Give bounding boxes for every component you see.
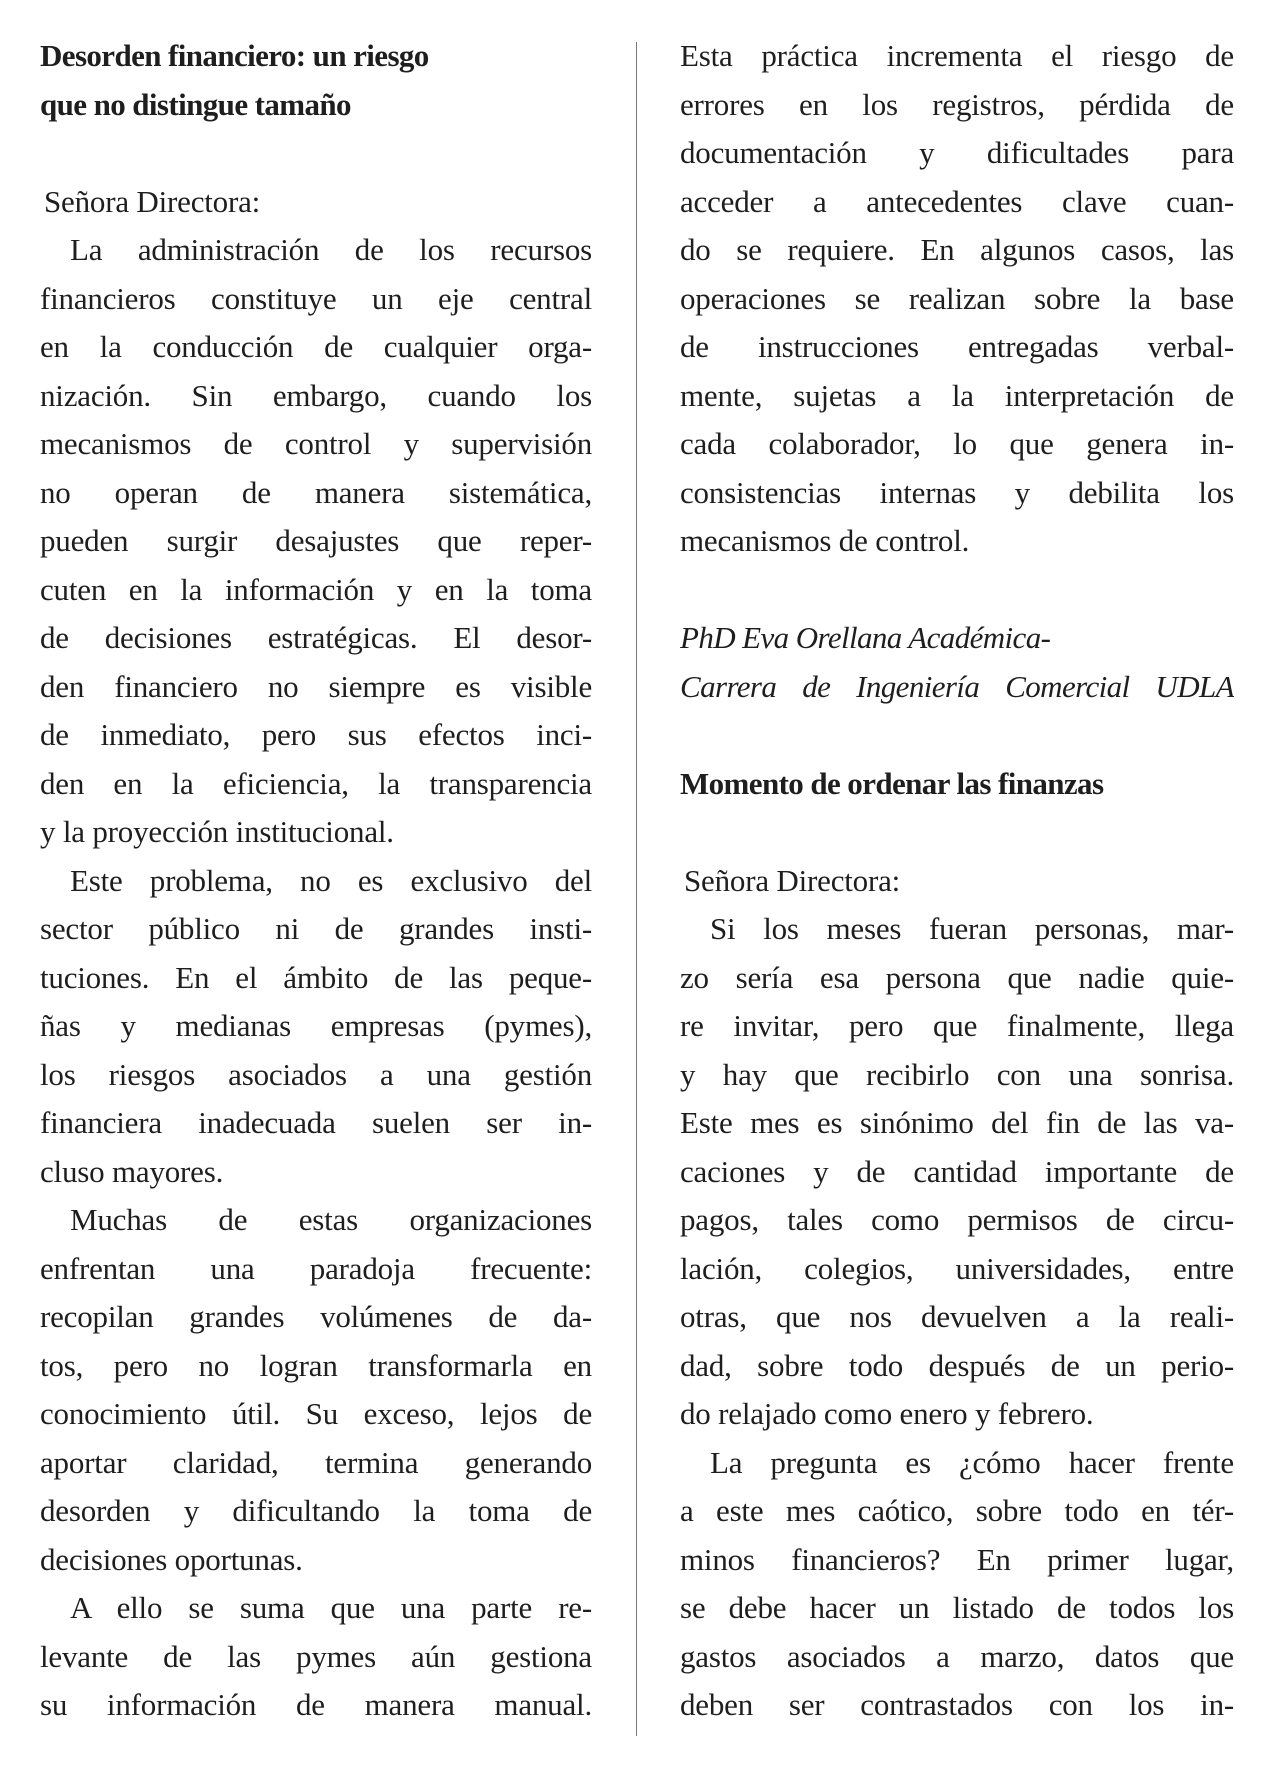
- text-line: de decisiones estratégicas. El desor-: [40, 620, 592, 655]
- text-line: en la conducción de cualquier orga-: [40, 329, 592, 364]
- text-line: acceder a antecedentes clave cuan-: [680, 183, 1234, 219]
- salutation: Señora Directora:: [684, 862, 901, 898]
- text-line: los riesgos asociados a una gestión: [40, 1056, 592, 1092]
- blank-line: [680, 566, 1234, 615]
- text-line: financiera inadecuada suelen ser in-: [40, 1105, 592, 1140]
- blank-line: [680, 711, 1234, 760]
- text-line: levante de las pymes aún gestiona: [40, 1638, 592, 1674]
- text-line: dad, sobre todo después de un perio-: [680, 1347, 1234, 1383]
- text-line: La administración de los recursos: [70, 232, 592, 267]
- text-line: ñas y medianas empresas (pymes),: [40, 1008, 592, 1043]
- text-line: y la proyección institucional.: [40, 814, 394, 849]
- text-line: do relajado como enero y febrero.: [680, 1396, 1094, 1431]
- text-line: conocimiento útil. Su exceso, lejos de: [40, 1396, 592, 1431]
- letter-signature: Carrera de Ingeniería Comercial UDLA: [680, 668, 1234, 704]
- text-line: decisiones oportunas.: [40, 1541, 303, 1577]
- text-line: Este mes es sinónimo del fin de las va-: [680, 1105, 1234, 1140]
- text-line: su información de manera manual.: [40, 1687, 592, 1722]
- text-line: documentación y dificultades para: [680, 135, 1234, 170]
- letter-signature: PhD Eva Orellana Académica-: [680, 620, 1051, 655]
- column-divider: [636, 42, 637, 1736]
- text-line: pueden surgir desajustes que reper-: [40, 523, 592, 558]
- text-line: aportar claridad, termina generando: [40, 1444, 592, 1480]
- text-line: sector público ni de grandes insti-: [40, 911, 592, 946]
- text-line: mente, sujetas a la interpretación de: [680, 377, 1234, 413]
- text-line: Esta práctica incrementa el riesgo de: [680, 38, 1234, 73]
- letter-title: Momento de ordenar las finanzas: [680, 765, 1104, 801]
- text-line: no operan de manera sistemática,: [40, 474, 592, 510]
- blank-line: [680, 808, 1234, 857]
- text-line: tos, pero no logran transformarla en: [40, 1347, 592, 1383]
- text-line: otras, que nos devuelven a la reali-: [680, 1299, 1234, 1334]
- text-line: do se requiere. En algunos casos, las: [680, 232, 1234, 267]
- blank-line: [40, 129, 592, 178]
- text-line: cluso mayores.: [40, 1153, 224, 1189]
- salutation: Señora Directora:: [44, 183, 261, 219]
- text-line: operaciones se realizan sobre la base: [680, 280, 1234, 316]
- text-line: financieros constituye un eje central: [40, 280, 592, 316]
- text-line: deben ser contrastados con los in-: [680, 1687, 1234, 1722]
- text-line: de inmediato, pero sus efectos inci-: [40, 717, 592, 752]
- text-line: a este mes caótico, sobre todo en tér-: [680, 1493, 1234, 1528]
- text-line: de instrucciones entregadas verbal-: [680, 329, 1234, 364]
- text-line: den financiero no siempre es visible: [40, 668, 592, 704]
- text-line: mecanismos de control y supervisión: [40, 426, 592, 461]
- text-line: nización. Sin embargo, cuando los: [40, 377, 592, 413]
- text-line: den en la eficiencia, la transparencia: [40, 765, 592, 801]
- letter-title: que no distingue tamaño: [40, 86, 351, 122]
- text-line: caciones y de cantidad importante de: [680, 1153, 1234, 1189]
- text-line: desorden y dificultando la toma de: [40, 1493, 592, 1528]
- text-line: se debe hacer un listado de todos los: [680, 1590, 1234, 1625]
- text-line: zo sería esa persona que nadie quie-: [680, 959, 1234, 995]
- text-line: cada colaborador, lo que genera in-: [680, 426, 1234, 461]
- text-line: Si los meses fueran personas, mar-: [710, 911, 1234, 946]
- text-line: recopilan grandes volúmenes de da-: [40, 1299, 592, 1334]
- text-line: lación, colegios, universidades, entre: [680, 1250, 1234, 1286]
- text-line: Este problema, no es exclusivo del: [70, 862, 592, 898]
- text-line: La pregunta es ¿cómo hacer frente: [710, 1444, 1234, 1480]
- text-line: A ello se suma que una parte re-: [70, 1590, 592, 1625]
- text-line: gastos asociados a marzo, datos que: [680, 1638, 1234, 1674]
- text-line: pagos, tales como permisos de circu-: [680, 1202, 1234, 1237]
- text-line: tuciones. En el ámbito de las peque-: [40, 959, 592, 995]
- text-line: re invitar, pero que finalmente, llega: [680, 1008, 1234, 1043]
- text-line: errores en los registros, pérdida de: [680, 86, 1234, 122]
- text-line: enfrentan una paradoja frecuente:: [40, 1250, 592, 1286]
- letter-title: Desorden financiero: un riesgo: [40, 38, 429, 73]
- text-line: y hay que recibirlo con una sonrisa.: [680, 1056, 1234, 1092]
- text-line: minos financieros? En primer lugar,: [680, 1541, 1234, 1577]
- text-line: Muchas de estas organizaciones: [70, 1202, 592, 1237]
- text-line: consistencias internas y debilita los: [680, 474, 1234, 510]
- left-column: [40, 32, 592, 1730]
- text-line: cuten en la información y en la toma: [40, 571, 592, 607]
- right-column: [680, 32, 1234, 1730]
- text-line: mecanismos de control.: [680, 523, 970, 558]
